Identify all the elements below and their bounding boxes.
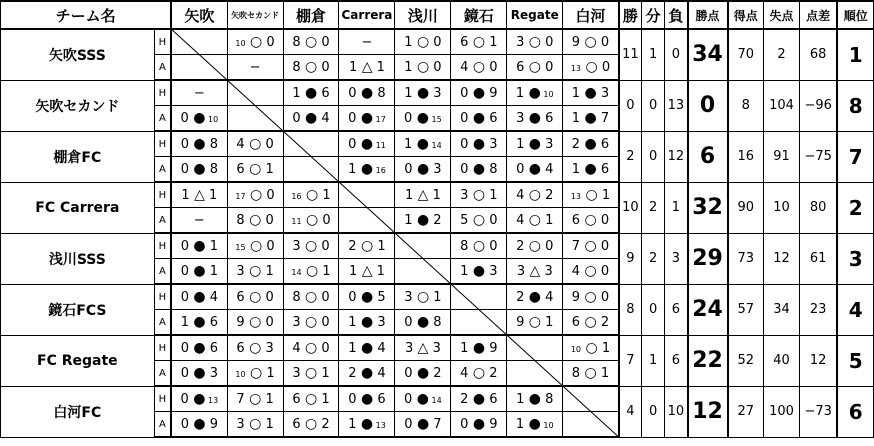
home-label: H [154, 131, 171, 157]
header-opponent: 棚倉 [283, 1, 339, 29]
points: 6 [688, 131, 728, 182]
rank: 5 [837, 335, 873, 386]
table-row [1, 335, 874, 361]
match-result: 6 ○ 1 [451, 29, 507, 55]
draws: 0 [642, 284, 665, 335]
match-result: 6 ○ 0 [227, 284, 283, 310]
match-result: 1 ● 2 [395, 208, 451, 234]
away-label: A [154, 361, 171, 387]
team-name: 矢吹セカンド [1, 80, 155, 131]
goals-for: 57 [728, 284, 764, 335]
goals-for: 8 [728, 80, 764, 131]
away-label: A [154, 106, 171, 132]
losses: 1 [665, 182, 688, 233]
match-result: − [227, 55, 283, 81]
header-opponent: 鏡石 [451, 1, 507, 29]
match-result: 10 ○ 1 [563, 335, 619, 361]
match-result: 0 ● 8 [171, 131, 227, 157]
wins: 0 [619, 80, 642, 131]
goal-difference: −75 [799, 131, 837, 182]
match-result: 3 △ 3 [507, 259, 563, 285]
match-result: 1 ● 6 [563, 157, 619, 183]
match-result: 10 ○ 1 [227, 361, 283, 387]
self-match-cell [283, 131, 339, 157]
self-match-cell [395, 233, 451, 259]
match-result: 0 ● 7 [395, 412, 451, 438]
losses: 13 [665, 80, 688, 131]
away-label: A [154, 259, 171, 285]
header-opponent: 矢吹セカンド [227, 1, 283, 29]
goals-against: 2 [764, 29, 800, 80]
match-result: 9 ○ 0 [563, 29, 619, 55]
rank: 7 [837, 131, 873, 182]
match-result: 0 ● 1 [171, 233, 227, 259]
goals-against: 12 [764, 233, 800, 284]
match-result: 1 ● 13 [339, 412, 395, 438]
match-result: 13 ○ 1 [563, 182, 619, 208]
team-name: 棚倉FC [1, 131, 155, 182]
draws: 1 [642, 29, 665, 80]
match-result: 3 ○ 1 [395, 284, 451, 310]
match-result: 1 △ 1 [395, 182, 451, 208]
self-match-cell [507, 361, 563, 387]
match-result: 9 ○ 0 [563, 284, 619, 310]
match-result: 3 △ 3 [395, 335, 451, 361]
wins: 8 [619, 284, 642, 335]
match-result: 8 ○ 0 [283, 29, 339, 55]
match-result: 1 ● 8 [507, 386, 563, 412]
match-result: 15 ○ 0 [227, 233, 283, 259]
draws: 2 [642, 233, 665, 284]
match-result: 0 ● 6 [451, 106, 507, 132]
match-result: 0 ● 8 [171, 157, 227, 183]
self-match-cell [507, 335, 563, 361]
self-match-cell [171, 55, 227, 81]
goals-for: 52 [728, 335, 764, 386]
goal-difference: −73 [799, 386, 837, 437]
points: 12 [688, 386, 728, 437]
match-result: 0 ● 3 [395, 157, 451, 183]
goal-difference: 23 [799, 284, 837, 335]
match-result: 3 ○ 1 [451, 182, 507, 208]
self-match-cell [227, 106, 283, 132]
header-opponent: Regate [507, 1, 563, 29]
table-row [1, 131, 874, 157]
goal-difference: 61 [799, 233, 837, 284]
losses: 6 [665, 284, 688, 335]
wins: 4 [619, 386, 642, 437]
match-result: 0 ● 8 [339, 80, 395, 106]
rank: 1 [837, 29, 873, 80]
self-match-cell [227, 80, 283, 106]
match-result: 1 ● 9 [451, 335, 507, 361]
match-result: 2 ● 4 [507, 284, 563, 310]
match-result: 0 ● 6 [339, 386, 395, 412]
goal-difference: 68 [799, 29, 837, 80]
home-label: H [154, 182, 171, 208]
home-label: H [154, 284, 171, 310]
header-opponent: 矢吹 [171, 1, 227, 29]
goals-for: 16 [728, 131, 764, 182]
match-result: 8 ○ 0 [451, 233, 507, 259]
header-row [1, 1, 874, 29]
goals-against: 40 [764, 335, 800, 386]
match-result: 0 ● 14 [395, 386, 451, 412]
self-match-cell [451, 284, 507, 310]
match-result: 13 ○ 0 [563, 55, 619, 81]
match-result: 9 ○ 1 [507, 310, 563, 336]
match-result: 4 ○ 1 [507, 208, 563, 234]
goals-against: 104 [764, 80, 800, 131]
match-result: 6 ○ 3 [227, 335, 283, 361]
wins: 9 [619, 233, 642, 284]
away-label: A [154, 157, 171, 183]
draws: 0 [642, 80, 665, 131]
match-result: 10 ○ 0 [227, 29, 283, 55]
match-result: 1 ● 16 [339, 157, 395, 183]
match-result: 6 ○ 2 [563, 310, 619, 336]
match-result: − [339, 29, 395, 55]
self-match-cell [339, 208, 395, 234]
match-result: 1 △ 1 [339, 259, 395, 285]
goals-for: 73 [728, 233, 764, 284]
goals-for: 90 [728, 182, 764, 233]
match-result: 3 ○ 0 [283, 233, 339, 259]
table-body [1, 29, 874, 437]
match-result: 0 ● 10 [171, 106, 227, 132]
table-row [1, 233, 874, 259]
match-result: 8 ○ 0 [227, 208, 283, 234]
match-result: 0 ● 11 [339, 131, 395, 157]
match-result: 1 ● 3 [507, 131, 563, 157]
match-result: 2 ○ 1 [339, 233, 395, 259]
match-result: 0 ● 17 [339, 106, 395, 132]
match-result: 1 ● 3 [339, 310, 395, 336]
self-match-cell [283, 157, 339, 183]
match-result: 1 ● 6 [171, 310, 227, 336]
match-result: 0 ● 15 [395, 106, 451, 132]
match-result: 1 ● 14 [395, 131, 451, 157]
header-rank: 順位 [837, 1, 873, 29]
points: 22 [688, 335, 728, 386]
match-result: 4 ○ 0 [451, 55, 507, 81]
self-match-cell [563, 412, 619, 438]
wins: 10 [619, 182, 642, 233]
losses: 10 [665, 386, 688, 437]
away-label: A [154, 55, 171, 81]
draws: 1 [642, 335, 665, 386]
header-goals-against: 失点 [764, 1, 800, 29]
team-name: 矢吹SSS [1, 29, 155, 80]
table-row [1, 386, 874, 412]
match-result: 1 △ 1 [171, 182, 227, 208]
losses: 0 [665, 29, 688, 80]
header-opponent: Carrera [339, 1, 395, 29]
match-result: 1 ● 10 [507, 412, 563, 438]
match-result: 0 ● 9 [451, 80, 507, 106]
match-result: 4 ○ 0 [563, 259, 619, 285]
goals-for: 70 [728, 29, 764, 80]
match-result: 4 ○ 0 [283, 335, 339, 361]
home-label: H [154, 80, 171, 106]
match-result: 6 ○ 1 [283, 386, 339, 412]
match-result: 4 ○ 0 [227, 131, 283, 157]
points: 29 [688, 233, 728, 284]
match-result: 0 ● 2 [395, 361, 451, 387]
team-name: FC Carrera [1, 182, 155, 233]
table-row [1, 284, 874, 310]
away-label: A [154, 412, 171, 438]
self-match-cell [563, 386, 619, 412]
match-result: 9 ○ 0 [227, 310, 283, 336]
match-result: 4 ○ 2 [507, 182, 563, 208]
match-result: 1 ○ 0 [395, 55, 451, 81]
match-result: 3 ● 6 [507, 106, 563, 132]
match-result: 14 ○ 1 [283, 259, 339, 285]
team-name: FC Regate [1, 335, 155, 386]
goals-against: 34 [764, 284, 800, 335]
losses: 12 [665, 131, 688, 182]
match-result: 8 ○ 0 [283, 284, 339, 310]
rank: 3 [837, 233, 873, 284]
wins: 11 [619, 29, 642, 80]
match-result: − [171, 80, 227, 106]
match-result: 3 ○ 0 [507, 29, 563, 55]
team-name: 白河FC [1, 386, 155, 437]
home-label: H [154, 29, 171, 55]
draws: 0 [642, 131, 665, 182]
header-win: 勝 [619, 1, 642, 29]
table-row [1, 182, 874, 208]
header-loss: 負 [665, 1, 688, 29]
match-result: 0 ● 5 [339, 284, 395, 310]
match-result: 16 ○ 1 [283, 182, 339, 208]
match-result: 8 ○ 0 [283, 55, 339, 81]
points: 24 [688, 284, 728, 335]
goal-difference: −96 [799, 80, 837, 131]
match-result: 11 ○ 0 [283, 208, 339, 234]
away-label: A [154, 208, 171, 234]
match-result: 5 ○ 0 [451, 208, 507, 234]
match-result: 3 ○ 1 [283, 361, 339, 387]
match-result: 3 ○ 1 [227, 412, 283, 438]
match-result: 0 ● 4 [171, 284, 227, 310]
match-result: 1 ● 6 [283, 80, 339, 106]
match-result: 0 ● 8 [395, 310, 451, 336]
away-label: A [154, 310, 171, 336]
match-result: 1 △ 1 [339, 55, 395, 81]
match-result: 0 ● 3 [451, 131, 507, 157]
table-row [1, 80, 874, 106]
match-result: 0 ● 6 [171, 335, 227, 361]
match-result: 0 ● 9 [451, 412, 507, 438]
match-result: − [171, 208, 227, 234]
goals-for: 27 [728, 386, 764, 437]
points: 34 [688, 29, 728, 80]
match-result: 1 ● 7 [563, 106, 619, 132]
rank: 8 [837, 80, 873, 131]
header-opponent: 浅川 [395, 1, 451, 29]
team-name: 浅川SSS [1, 233, 155, 284]
header-opponent: 白河 [563, 1, 619, 29]
match-result: 3 ○ 0 [283, 310, 339, 336]
home-label: H [154, 386, 171, 412]
points: 32 [688, 182, 728, 233]
header-goal-diff: 点差 [799, 1, 837, 29]
match-result: 1 ● 3 [563, 80, 619, 106]
match-result: 6 ○ 0 [563, 208, 619, 234]
match-result: 2 ● 6 [563, 131, 619, 157]
header-goals-for: 得点 [728, 1, 764, 29]
goal-difference: 12 [799, 335, 837, 386]
losses: 6 [665, 335, 688, 386]
match-result: 1 ● 4 [339, 335, 395, 361]
match-result: 6 ○ 2 [283, 412, 339, 438]
team-name: 鏡石FCS [1, 284, 155, 335]
rank: 4 [837, 284, 873, 335]
match-result: 0 ● 3 [171, 361, 227, 387]
match-result: 17 ○ 0 [227, 182, 283, 208]
draws: 2 [642, 182, 665, 233]
match-result: 0 ● 8 [451, 157, 507, 183]
match-result: 4 ○ 2 [451, 361, 507, 387]
wins: 7 [619, 335, 642, 386]
home-label: H [154, 233, 171, 259]
rank: 6 [837, 386, 873, 437]
points: 0 [688, 80, 728, 131]
rank: 2 [837, 182, 873, 233]
match-result: 8 ○ 1 [563, 361, 619, 387]
goals-against: 100 [764, 386, 800, 437]
goals-against: 91 [764, 131, 800, 182]
match-result: 6 ○ 0 [507, 55, 563, 81]
match-result: 1 ● 3 [395, 80, 451, 106]
home-label: H [154, 335, 171, 361]
self-match-cell [451, 310, 507, 336]
header-draw: 分 [642, 1, 665, 29]
self-match-cell [395, 259, 451, 285]
self-match-cell [339, 182, 395, 208]
match-result: 0 ● 1 [171, 259, 227, 285]
match-result: 1 ○ 0 [395, 29, 451, 55]
match-result: 0 ● 13 [171, 386, 227, 412]
match-result: 7 ○ 1 [227, 386, 283, 412]
header-team: チーム名 [1, 1, 172, 29]
match-result: 6 ○ 1 [227, 157, 283, 183]
header-points: 勝点 [688, 1, 728, 29]
match-result: 7 ○ 0 [563, 233, 619, 259]
losses: 3 [665, 233, 688, 284]
match-result: 0 ● 9 [171, 412, 227, 438]
goal-difference: 80 [799, 182, 837, 233]
match-result: 2 ● 4 [339, 361, 395, 387]
table-row [1, 29, 874, 55]
goals-against: 10 [764, 182, 800, 233]
match-result: 0 ● 4 [507, 157, 563, 183]
match-result: 2 ● 6 [451, 386, 507, 412]
self-match-cell [171, 29, 227, 55]
match-result: 2 ○ 0 [507, 233, 563, 259]
match-result: 1 ● 3 [451, 259, 507, 285]
draws: 0 [642, 386, 665, 437]
match-result: 1 ● 10 [507, 80, 563, 106]
wins: 2 [619, 131, 642, 182]
match-result: 3 ○ 1 [227, 259, 283, 285]
match-result: 0 ● 4 [283, 106, 339, 132]
